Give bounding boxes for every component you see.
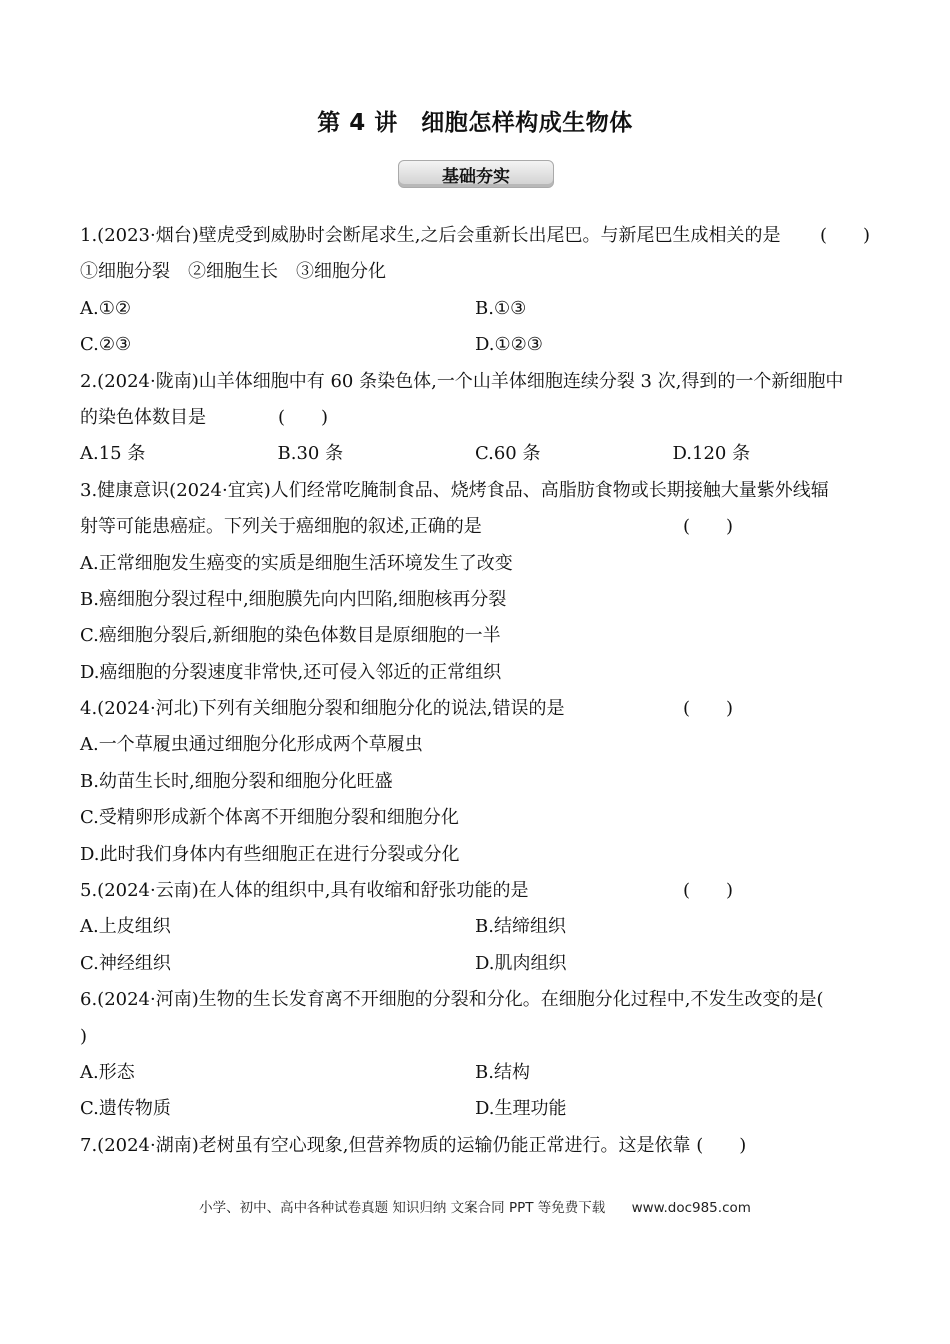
footer-url[interactable]: www.doc985.com <box>631 1200 751 1216</box>
footer-text: 小学、初中、高中各种试卷真题 知识归纳 文案合同 PPT 等免费下载 <box>199 1200 606 1216</box>
option-c: C.60 条 <box>475 443 541 465</box>
question-list <box>80 218 870 1164</box>
question-1-stem: 1.(2023·烟台)壁虎受到威胁时会断尾求生,之后会重新长出尾巴。与新尾巴生成相关的是 ( ) <box>80 218 870 254</box>
option-a: A.一个草履虫通过细胞分化形成两个草履虫 <box>80 734 423 756</box>
option-a: A.上皮组织 <box>80 916 171 938</box>
question-7-stem: 7.(2024·湖南)老树虽有空心现象,但营养物质的运输仍能正常进行。这是依靠 ( ) <box>80 1134 747 1156</box>
option-d: D.生理功能 <box>475 1098 567 1120</box>
answer-blank: ( ) <box>278 406 329 428</box>
option-b: B.癌细胞分裂过程中,细胞膜先向内凹陷,细胞核再分裂 <box>80 588 507 610</box>
question-6-stem-cont: ) <box>80 1025 88 1047</box>
option-a: A.①② <box>80 297 131 319</box>
option-a: A.形态 <box>80 1061 135 1083</box>
question-3-stem-cont: 射等可能患癌症。下列关于癌细胞的叙述,正确的是 ( ) <box>80 509 870 545</box>
question-2-stem: 2.(2024·陇南)山羊体细胞中有 60 条染色体,一个山羊体细胞连续分裂 3 次,得到的一个新细胞中 <box>80 370 844 392</box>
option-d: D.120 条 <box>672 443 751 465</box>
question-4-stem: 4.(2024·河北)下列有关细胞分裂和细胞分化的说法,错误的是 ( ) <box>80 691 870 727</box>
question-6-stem: 6.(2024·河南)生物的生长发育离不开细胞的分裂和分化。在细胞分化过程中,不发生改变的是( <box>80 989 824 1011</box>
option-d: D.此时我们身体内有些细胞正在进行分裂或分化 <box>80 843 460 865</box>
answer-blank: ( ) <box>683 880 734 902</box>
option-d: D.肌肉组织 <box>475 952 567 974</box>
option-d: D.癌细胞的分裂速度非常快,还可侵入邻近的正常组织 <box>80 661 502 683</box>
option-b: B.结缔组织 <box>475 916 566 938</box>
option-c: C.受精卵形成新个体离不开细胞分裂和细胞分化 <box>80 807 459 829</box>
option-c: C.癌细胞分裂后,新细胞的染色体数目是原细胞的一半 <box>80 625 501 647</box>
question-1-options <box>80 291 870 327</box>
option-b: B.结构 <box>475 1061 530 1083</box>
question-6-options <box>80 1055 870 1091</box>
answer-blank: ( ) <box>683 516 734 538</box>
option-b: B.①③ <box>475 297 527 319</box>
option-c: C.神经组织 <box>80 952 171 974</box>
question-3-stem: 3.健康意识(2024·宜宾)人们经常吃腌制食品、烧烤食品、高脂肪食物或长期接触大量紫外线辐 <box>80 479 829 501</box>
option-a: A.15 条 <box>80 443 146 465</box>
answer-blank: ( ) <box>683 698 734 720</box>
section-badge-label: 基础夯实 <box>442 167 510 187</box>
option-b: B.幼苗生长时,细胞分裂和细胞分化旺盛 <box>80 770 393 792</box>
option-b: B.30 条 <box>277 443 344 465</box>
question-5-stem: 5.(2024·云南)在人体的组织中,具有收缩和舒张功能的是 ( ) <box>80 873 870 909</box>
answer-blank: ( ) <box>819 225 870 246</box>
option-c: C.②③ <box>80 334 132 356</box>
section-badge <box>398 160 554 188</box>
question-2-stem-cont: 的染色体数目是 ( ) <box>80 400 870 436</box>
page-footer <box>0 1196 950 1216</box>
question-1-sub: ①细胞分裂 ②细胞生长 ③细胞分化 <box>80 261 386 283</box>
question-2-options <box>80 436 870 472</box>
question-5-options <box>80 909 870 945</box>
option-c: C.遗传物质 <box>80 1098 171 1120</box>
option-d: D.①②③ <box>475 334 543 356</box>
option-a: A.正常细胞发生癌变的实质是细胞生活环境发生了改变 <box>80 552 513 574</box>
page-title: 第 4 讲 细胞怎样构成生物体 <box>317 110 633 136</box>
